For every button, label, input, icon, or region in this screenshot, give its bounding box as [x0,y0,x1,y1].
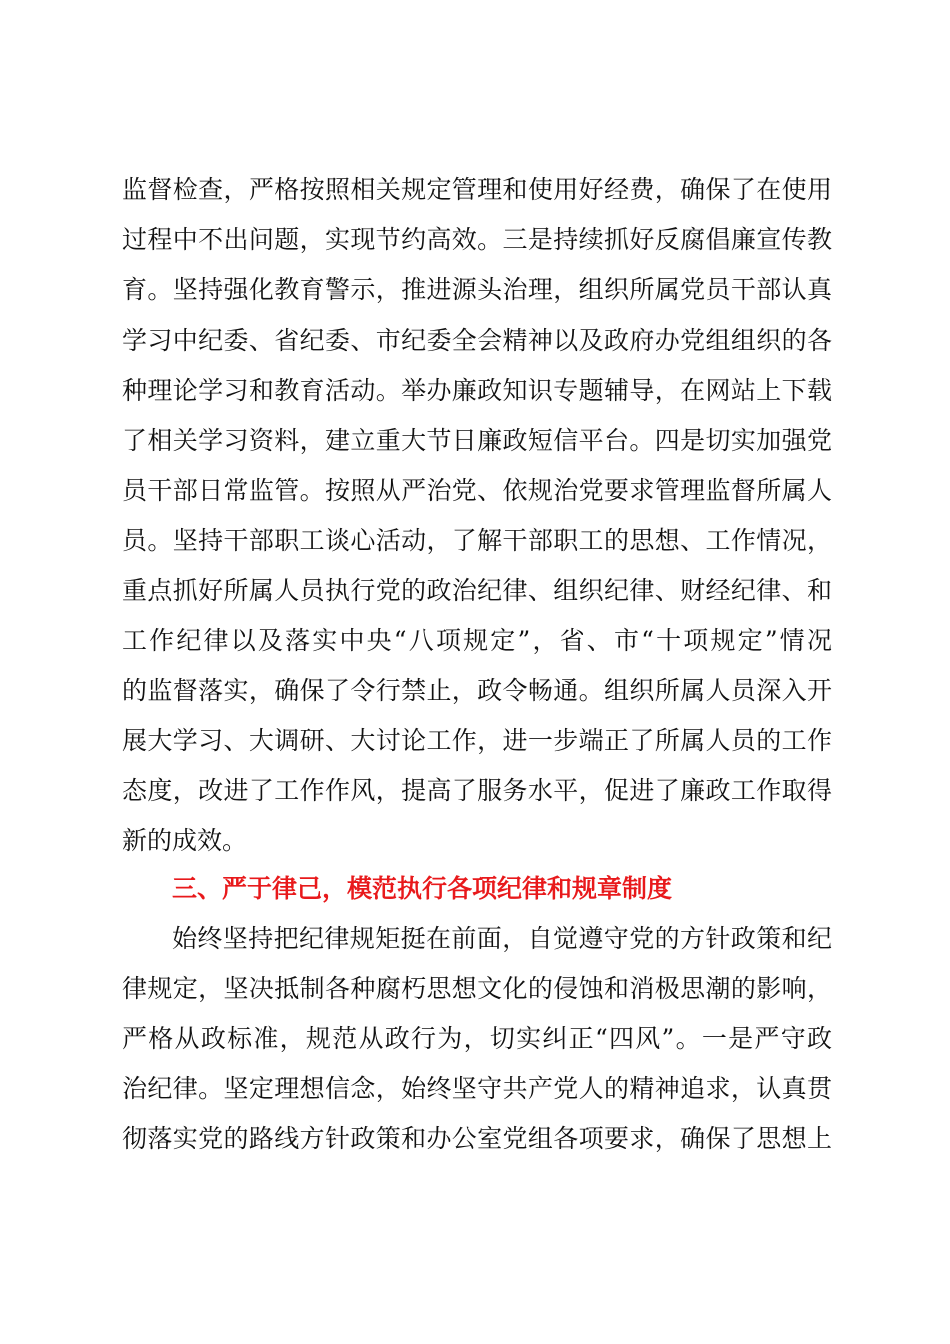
paragraph-2-line-4: 治纪律。坚定理想信念，始终坚守共产党人的精神追求，认真贯 [122,1074,832,1103]
paragraph-1-line-10: 工作纪律以及落实中央“八项规定”，省、市“十项规定”情况 [122,626,832,655]
paragraph-1-line-2: 过程中不出问题，实现节约高效。三是持续抓好反腐倡廉宣传教 [122,225,832,254]
paragraph-1-line-7: 员干部日常监管。按照从严治党、依规治党要求管理监督所属人 [122,476,832,505]
paragraph-1-line-11: 的监督落实，确保了令行禁止，政令畅通。组织所属人员深入开 [122,676,832,705]
paragraph-1-line-12: 展大学习、大调研、大讨论工作，进一步端正了所属人员的工作 [122,726,832,755]
paragraph-1-line-13: 态度，改进了工作作风，提高了服务水平，促进了廉政工作取得 [122,776,832,805]
paragraph-1-line-14: 新的成效。 [122,826,248,855]
paragraph-1-line-1: 监督检查，严格按照相关规定管理和使用好经费，确保了在使用 [122,175,832,204]
paragraph-2-line-2: 律规定，坚决抵制各种腐朽思想文化的侵蚀和消极思潮的影响， [122,974,832,1003]
paragraph-1-line-4: 学习中纪委、省纪委、市纪委全会精神以及政府办党组组织的各 [122,326,832,355]
paragraph-1-line-8: 员。坚持干部职工谈心活动，了解干部职工的思想、工作情况， [122,526,832,555]
paragraph-1-line-6: 了相关学习资料，建立重大节日廉政短信平台。四是切实加强党 [122,426,832,455]
paragraph-2-line-1: 始终坚持把纪律规矩挺在前面，自觉遵守党的方针政策和纪 [172,924,832,953]
paragraph-1-line-5: 种理论学习和教育活动。举办廉政知识专题辅导，在网站上下载 [122,376,832,405]
paragraph-2-line-5: 彻落实党的路线方针政策和办公室党组各项要求，确保了思想上 [122,1124,832,1153]
section-heading: 三、严于律己，模范执行各项纪律和规章制度 [172,874,673,903]
paragraph-2-line-3: 严格从政标准，规范从政行为，切实纠正“四风”。一是严守政 [122,1024,832,1053]
paragraph-1-line-9: 重点抓好所属人员执行党的政治纪律、组织纪律、财经纪律、和 [122,576,832,605]
paragraph-1-line-3: 育。坚持强化教育警示，推进源头治理，组织所属党员干部认真 [122,275,832,304]
